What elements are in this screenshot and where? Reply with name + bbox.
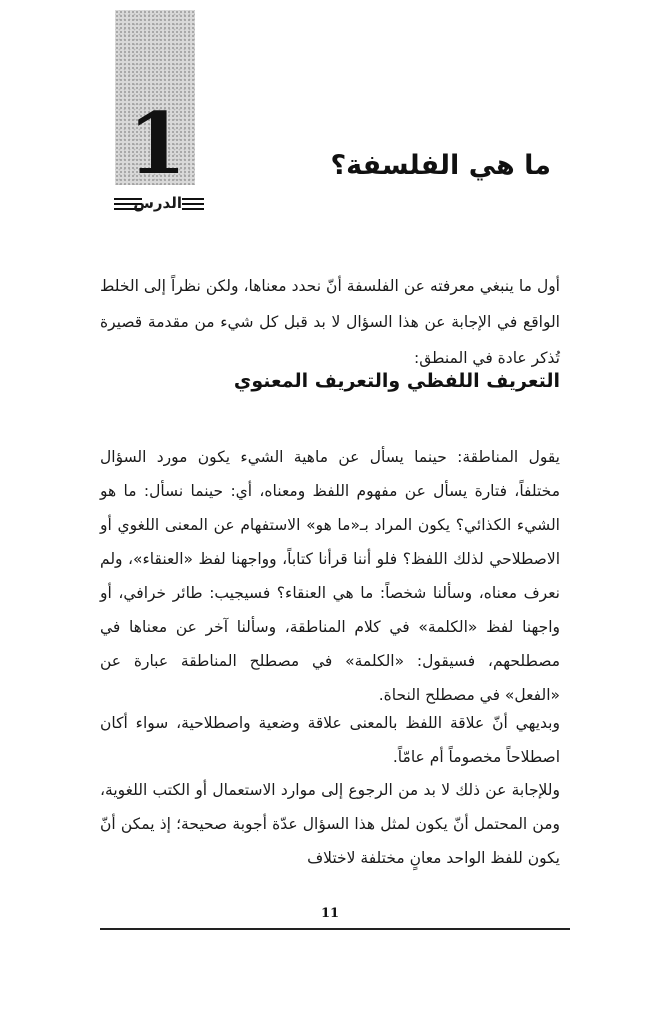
ornament-rule-right-mid [182, 203, 204, 205]
lesson-label-ornament [112, 190, 204, 220]
footer-rule [100, 928, 570, 930]
intro-paragraph-text: أول ما ينبغي معرفته عن الفلسفة أنّ نحدد معناها، ولكن نظراً إلى الخلط الواقع في الإجابة عن هذا السؤال لا بد قبل كل شيء من مقدمة قصيرة تُذكر عادة في المنطق: [100, 277, 560, 367]
section-heading: التعريف اللفظي والتعريف المعنوي [233, 370, 560, 392]
lesson-label: الدرس [133, 194, 182, 212]
page-number: 11 [320, 906, 340, 921]
body-paragraph-text: وبديهي أنّ علاقة اللفظ بالمعنى علاقة وضعية واصطلاحية، سواء أكان اصطلاحاً مخصوماً أم عامّاً. [100, 714, 560, 766]
intro-paragraph [100, 268, 560, 376]
body-paragraph [100, 773, 560, 875]
body-paragraph-text: يقول المناطقة: حينما يسأل عن ماهية الشيء يكون مورد السؤال مختلفاً، فتارة يسأل عن مفهوم اللفظ ومعناه، أي: حينما نسأل: ما هو الشيء الكذائي؟ يكون المراد بـ«ما هو» الاستفهام عن المعنى اللغوي أو الاصطلاحي لذلك اللفظ؟ فلو أننا قرأنا كتاباً، وواجهنا لفظ «العنقاء»، ولم نعرف معناه، وسألنا شخصاً: ما هي العنقاء؟ فسيجيب: طائر خرافي، أو واجهنا لفظ «الكلمة» في كلام المناطقة، وسألنا آخر عن معناها في مصطلحهم، فسيقول: «الكلمة» في مصطلح المناطقة عبارة عن «الفعل» في مصطلح النحاة. [100, 448, 560, 704]
body-paragraph-text: وللإجابة عن ذلك لا بد من الرجوع إلى موارد الاستعمال أو الكتب اللغوية، ومن المحتمل أنّ يكون لمثل هذا السؤال عدّة أجوبة صحيحة؛ إذ يمكن أنّ يكون للفظ الواحد معانٍ مختلفة لاختلاف [100, 781, 560, 867]
chapter-title: ما هي الفلسفة؟ [330, 150, 551, 181]
body-paragraph [100, 440, 560, 712]
ornament-rule-right-bottom [182, 208, 204, 210]
body-paragraph [100, 706, 560, 774]
lesson-number: 1 [128, 94, 187, 193]
ornament-rule-right-top [182, 198, 204, 200]
